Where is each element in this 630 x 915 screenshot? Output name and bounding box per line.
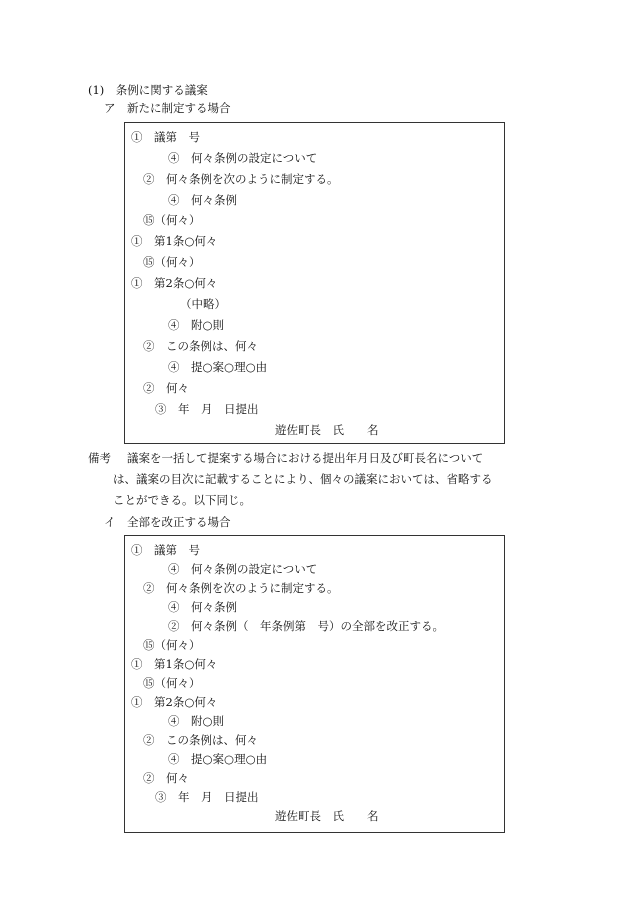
ordinance-title: ④ 何々条例 [168, 600, 237, 614]
section-a-box [124, 122, 505, 444]
submission-date: ③ 年 月 日提出 [155, 790, 259, 804]
effective-clause: ② この条例は、何々 [143, 733, 258, 747]
reason-heading: ④ 提○案○理○由 [168, 752, 268, 766]
submission-date: ③ 年 月 日提出 [155, 402, 259, 416]
article-2: ① 第2条○何々 [131, 276, 218, 290]
mayor-signature: 遊佐町長 氏 名 [275, 809, 379, 823]
reason-text: ② 何々 [143, 771, 189, 785]
remark-line-3: ことができる。以下同じ。 [113, 493, 251, 507]
supplementary-provisions: ④ 附○則 [168, 714, 225, 728]
section-b-title: イ 全部を改正する場合 [104, 515, 231, 529]
full-revision-statement: ② 何々条例（ 年条例第 号）の全部を改正する。 [168, 619, 444, 633]
article-1: ① 第1条○何々 [131, 234, 218, 248]
bill-number: ① 議第 号 [131, 130, 200, 144]
enactment-statement: ② 何々条例を次のように制定する。 [143, 581, 339, 595]
article-caption-1: ⑮（何々） [143, 213, 201, 227]
ordinance-title: ④ 何々条例 [168, 193, 237, 207]
bill-number: ① 議第 号 [131, 543, 200, 557]
article-caption-2: ⑮（何々） [143, 676, 201, 690]
section-a-title: ア 新たに制定する場合 [104, 101, 231, 115]
effective-clause: ② この条例は、何々 [143, 339, 258, 353]
section-b-box [124, 535, 505, 833]
remark-line-2: は、議案の目次に記載することにより、個々の議案においては、省略する [113, 472, 493, 486]
article-1: ① 第1条○何々 [131, 657, 218, 671]
mayor-signature: 遊佐町長 氏 名 [275, 423, 379, 437]
heading-ordinance-bills: (1) 条例に関する議案 [88, 83, 208, 97]
enactment-statement: ② 何々条例を次のように制定する。 [143, 172, 339, 186]
article-2: ① 第2条○何々 [131, 695, 218, 709]
article-caption-2: ⑮（何々） [143, 255, 201, 269]
article-caption-1: ⑮（何々） [143, 638, 201, 652]
remark-line-1: 議案を一括して提案する場合における提出年月日及び町長名について [127, 451, 484, 465]
reason-text: ② 何々 [143, 381, 189, 395]
remark-label: 備考 [88, 451, 111, 465]
bill-subject: ④ 何々条例の設定について [168, 151, 318, 165]
omission-note: （中略） [180, 297, 226, 311]
supplementary-provisions: ④ 附○則 [168, 318, 225, 332]
reason-heading: ④ 提○案○理○由 [168, 360, 268, 374]
bill-subject: ④ 何々条例の設定について [168, 562, 318, 576]
